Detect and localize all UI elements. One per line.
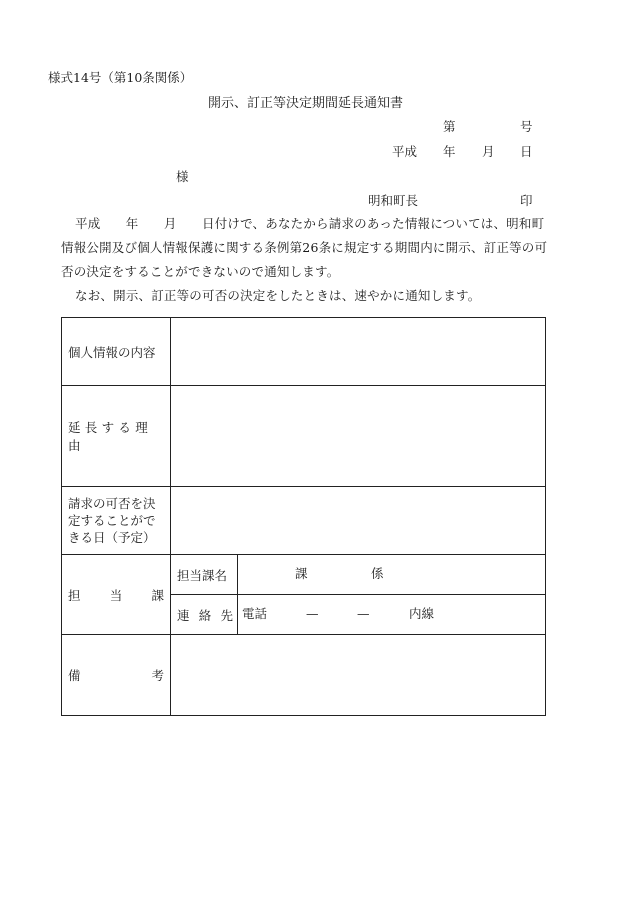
table-row — [62, 635, 546, 716]
table-row — [62, 487, 546, 555]
field-section-name[interactable] — [238, 555, 546, 595]
label-responsible-section — [62, 555, 171, 635]
label-extension-reason: 延長する理由 — [62, 386, 171, 487]
field-personal-info[interactable] — [171, 318, 546, 386]
issuer-name: 明和町長 — [368, 193, 419, 208]
phone-label: 電話 — [242, 605, 268, 621]
body-paragraph-1: 平成 年 月 日付けで、あなたから請求のあった情報については、明和町情報公開及び個人情報保護に関する条例第26条に規定する期間内に開示、訂正等の可否の決定をすることができないので通知します。 — [61, 216, 548, 279]
field-extension-reason[interactable] — [171, 386, 546, 487]
number-dai: 第 — [443, 119, 456, 134]
label-contact — [171, 595, 238, 635]
date-day: 日 — [520, 144, 533, 159]
contact-label — [177, 606, 233, 624]
label-char: 担 — [68, 587, 81, 603]
date-month: 月 — [482, 144, 495, 159]
field-contact[interactable] — [238, 595, 546, 635]
label-char: 備 — [68, 668, 81, 683]
table-row — [62, 386, 546, 487]
addressee-suffix: 様 — [176, 169, 189, 184]
phone-dash-1: — — [306, 605, 319, 621]
body-paragraph-2: なお、開示、訂正等の可否の決定をしたときは、速やかに通知します。 — [75, 288, 481, 303]
number-gou: 号 — [520, 119, 533, 134]
responsible-section-label — [68, 586, 164, 604]
details-table — [61, 317, 546, 716]
label-char: 課 — [151, 587, 164, 603]
label-char: 考 — [151, 668, 164, 683]
table-row — [62, 555, 546, 595]
remarks-label — [68, 666, 164, 684]
document-title: 開示、訂正等決定期間延長通知書 — [208, 96, 404, 111]
label-decision-date: 請求の可否を決定することができる日（予定） — [62, 487, 171, 555]
label-char: 絡 — [198, 607, 212, 623]
phone-dash-2: — — [357, 605, 370, 621]
label-char: 当 — [109, 587, 123, 603]
label-personal-info: 個人情報の内容 — [62, 318, 171, 386]
section-kakari: 係 — [371, 565, 384, 581]
section-ka: 課 — [295, 565, 308, 581]
date-era: 平成 — [392, 144, 418, 159]
field-remarks[interactable] — [171, 635, 546, 716]
form-number: 様式14号（第10条関係） — [48, 70, 193, 85]
label-char: 先 — [220, 607, 233, 623]
label-remarks — [62, 635, 171, 716]
extension-label: 内線 — [409, 605, 435, 621]
label-char: 連 — [177, 607, 190, 623]
field-decision-date[interactable] — [171, 487, 546, 555]
label-section-name: 担当課名 — [171, 555, 238, 595]
table-row — [62, 318, 546, 386]
date-year: 年 — [443, 144, 456, 159]
seal-mark: 印 — [520, 193, 533, 208]
